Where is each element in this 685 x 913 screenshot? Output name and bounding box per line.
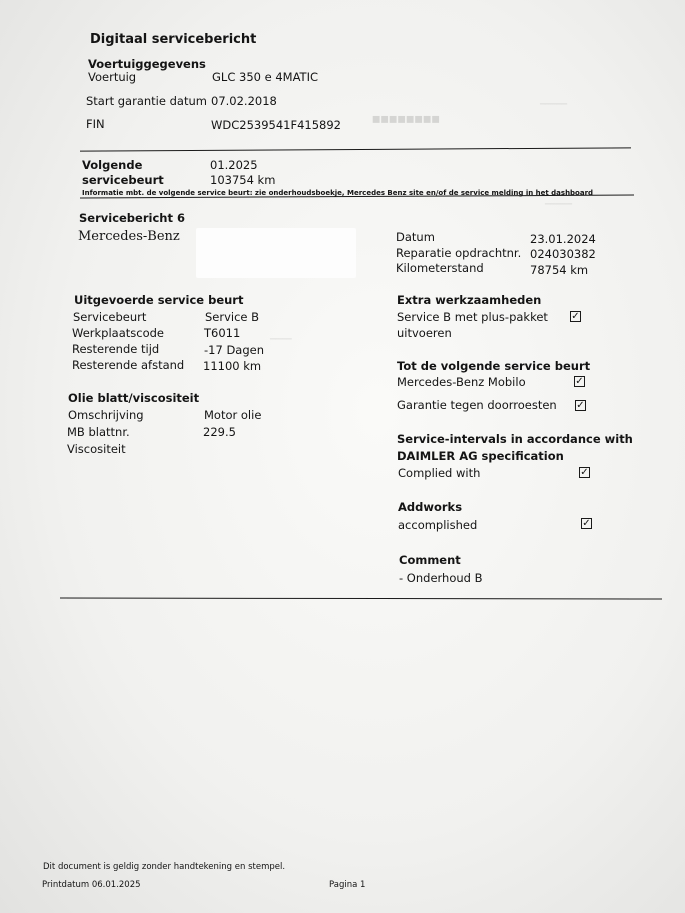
fin-label: FIN bbox=[86, 117, 105, 131]
service-message-title: Servicebericht 6 bbox=[79, 211, 185, 225]
next-service-label-1: Volgende bbox=[82, 158, 143, 172]
next-service-date: 01.2025 bbox=[210, 158, 258, 172]
date-value: 23.01.2024 bbox=[530, 232, 596, 246]
performed-row-value: -17 Dagen bbox=[204, 343, 265, 357]
redaction bbox=[196, 228, 356, 278]
checkbox-checked-icon: ✓ bbox=[576, 400, 585, 411]
fin-value: WDC2539541F415892 bbox=[211, 118, 341, 132]
extra-line-1: Service B met plus-pakket bbox=[397, 310, 548, 324]
performed-row-label: Resterende afstand bbox=[72, 358, 185, 372]
next-service-info: Informatie mbt. de volgende service beurt: zie onderhoudsboekje, Mercedes Benz site en/of de service melding in het dashboard bbox=[82, 189, 594, 197]
divider bbox=[80, 147, 631, 151]
until-next-section-title: Tot de volgende service beurt bbox=[397, 359, 591, 373]
odometer-label: Kilometerstand bbox=[396, 261, 484, 275]
addworks-item: accomplished bbox=[398, 518, 478, 532]
performed-row-value: Service B bbox=[205, 310, 260, 324]
until-next-item: Mercedes-Benz Mobilo bbox=[397, 375, 526, 389]
oil-row-label: MB blattnr. bbox=[67, 425, 130, 439]
footer-disclaimer: Dit document is geldig zonder handtekening en stempel. bbox=[43, 862, 286, 872]
performed-row-label: Servicebeurt bbox=[73, 310, 147, 324]
odometer-value: 78754 km bbox=[530, 263, 589, 277]
bleed-through-mark: ──── bbox=[270, 335, 292, 345]
footer-print-date: Printdatum 06.01.2025 bbox=[42, 880, 141, 890]
vehicle-section-title: Voertuiggegevens bbox=[88, 57, 206, 71]
extra-section-title: Extra werkzaamheden bbox=[397, 293, 542, 307]
next-service-label-2: servicebeurt bbox=[82, 173, 164, 187]
next-service-km: 103754 km bbox=[210, 173, 276, 187]
document-title: Digitaal servicebericht bbox=[90, 32, 257, 47]
performed-row-label: Resterende tijd bbox=[72, 342, 160, 356]
bleed-through-mark: ───── bbox=[540, 100, 568, 110]
intervals-section-title-2: DAIMLER AG specification bbox=[397, 449, 564, 463]
oil-row-label: Omschrijving bbox=[68, 408, 144, 422]
performed-row-value: T6011 bbox=[204, 326, 241, 340]
vehicle-model-value: GLC 350 e 4MATIC bbox=[212, 70, 318, 84]
footer-page-number: Pagina 1 bbox=[329, 880, 366, 890]
bleed-through-mark: ───── bbox=[545, 200, 573, 210]
brand-name: Mercedes-Benz bbox=[78, 229, 180, 244]
warranty-value: 07.02.2018 bbox=[211, 94, 277, 108]
checkbox-checked-icon: ✓ bbox=[582, 518, 591, 529]
order-label: Reparatie opdrachtnr. bbox=[396, 246, 522, 260]
comment-text: - Onderhoud B bbox=[399, 571, 483, 585]
intervals-section-title-1: Service-intervals in accordance with bbox=[397, 432, 633, 446]
checkbox-checked-icon: ✓ bbox=[580, 467, 589, 478]
date-label: Datum bbox=[396, 230, 435, 244]
extra-line-2: uitvoeren bbox=[397, 326, 452, 340]
oil-row-value: 229.5 bbox=[203, 425, 236, 439]
warranty-label: Start garantie datum bbox=[86, 94, 207, 108]
divider bbox=[60, 597, 662, 599]
oil-row-value: Motor olie bbox=[204, 408, 262, 422]
addworks-section-title: Addworks bbox=[398, 500, 463, 514]
performed-section-title: Uitgevoerde service beurt bbox=[74, 293, 244, 307]
oil-row-label: Viscositeit bbox=[67, 442, 126, 456]
intervals-item: Complied with bbox=[398, 466, 481, 480]
bleed-through-mark: ■■■■■■■■ bbox=[372, 114, 441, 124]
comment-section-title: Comment bbox=[399, 553, 461, 567]
oil-section-title: Olie blatt/viscositeit bbox=[68, 391, 200, 405]
until-next-item: Garantie tegen doorroesten bbox=[397, 398, 557, 412]
order-value: 024030382 bbox=[530, 247, 596, 261]
performed-row-label: Werkplaatscode bbox=[72, 326, 164, 340]
checkbox-checked-icon: ✓ bbox=[571, 311, 580, 322]
checkbox-checked-icon: ✓ bbox=[575, 376, 584, 387]
vehicle-model-label: Voertuig bbox=[88, 70, 137, 84]
performed-row-value: 11100 km bbox=[203, 359, 262, 373]
